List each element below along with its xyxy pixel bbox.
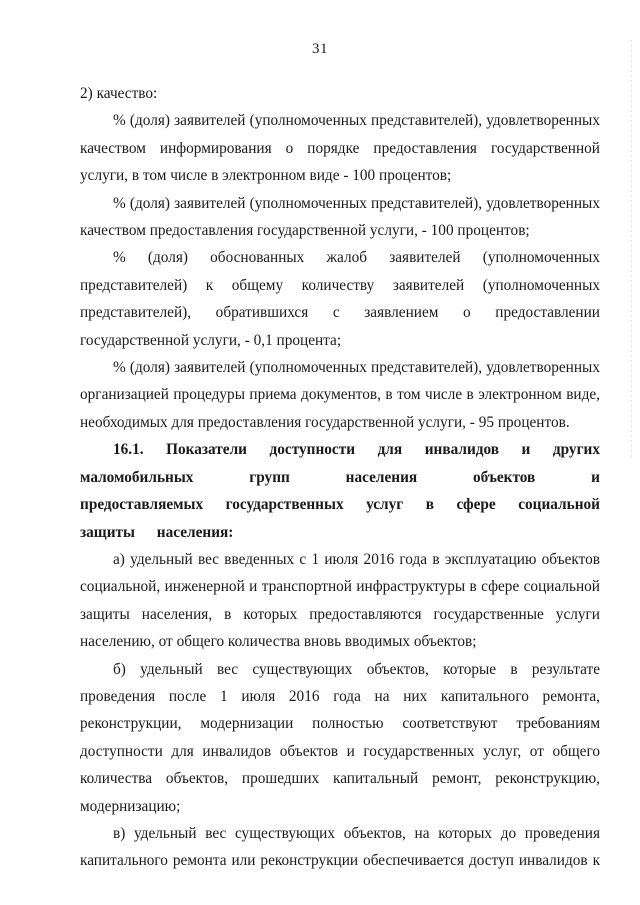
paragraph-item-b: б) удельный вес существующих объектов, которые в результате проведения после 1 июля 2016 года на них капитального ремонта, реконструкции, модернизации полностью соответствуют требованиям доступности для инвалидов объектов и государственных услуг, от общего количества объектов, прошедших капитальный ремонт, реконструкцию, модернизацию; (80, 660, 600, 815)
paragraph-quality-title: 2) качество: (80, 85, 158, 102)
paragraph-item-c: в) удельный вес существующих объектов, на которых до проведения капитального ремонта или реконструкции обеспечивается доступ инвалидов к (80, 824, 600, 870)
paragraph-document-reception: % (доля) заявителей (уполномоченных представителей), удовлетворенных организацией процедуры приема документов, в том числе в электронном виде, необходимых для предоставления государственной услуги, - 95 процентов. (80, 359, 600, 431)
scan-margin-line (631, 40, 632, 460)
paragraph-informing-satisfaction: % (доля) заявителей (уполномоченных представителей), удовлетворенных качеством информирования о порядке предоставления государственной услуги, в том числе в электронном виде - 100 процентов; (80, 112, 600, 185)
page-number: 31 (312, 41, 328, 57)
paragraph-complaints-share: % (доля) обоснованных жалоб заявителей (уполномоченных представителей) к общему количеству заявителей (уполномоченных представителей), обратившихся с заявлением о предоставлении государственной услуги, - 0,1 процента; (80, 249, 600, 349)
paragraph-item-a: а) удельный вес введенных с 1 июля 2016 года в эксплуатацию объектов социальной, инженерной и транспортной инфраструктуры в сфере социальной защиты населения, в которых предоставляются государственные услуги населению, от общего количества вновь вводимых объектов; (80, 550, 600, 651)
paragraph-service-satisfaction: % (доля) заявителей (уполномоченных представителей), удовлетворенных качеством предоставления государственной услуги, - 100 процентов; (80, 194, 600, 240)
document-body (80, 80, 600, 875)
section-heading-16-1: 16.1. Показатели доступности для инвалидов и других маломобильных групп населения объектов и предоставляемых государственных услуг в сфере социальной защиты населения: (80, 441, 600, 541)
